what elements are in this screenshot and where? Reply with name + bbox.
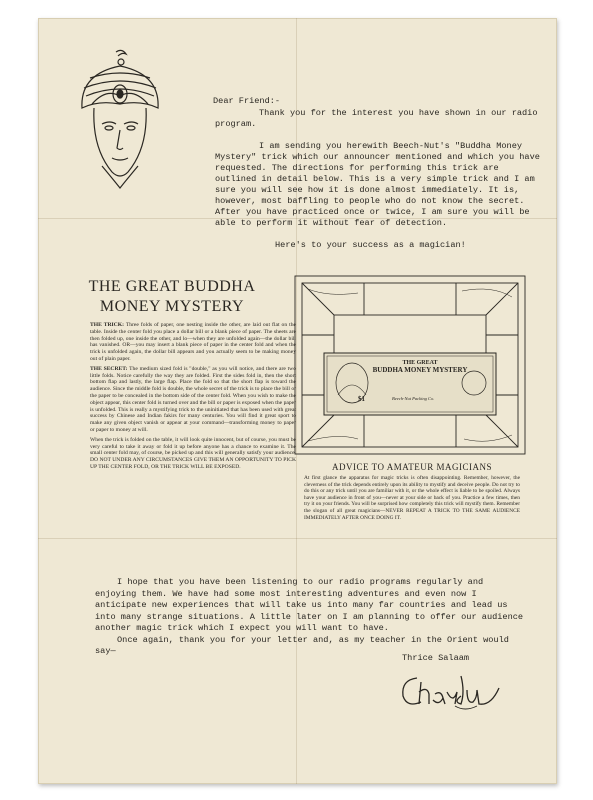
letter-paragraph: Thank you for the interest you have shown in our radio program. [215, 108, 538, 129]
advice-title: ADVICE TO AMATEUR MAGICIANS [332, 462, 492, 472]
chandu-portrait-illustration [72, 48, 168, 198]
article-body [90, 322, 296, 474]
closing-paragraph: I hope that you have been listening to our radio programs regularly and enjoying them. We have had some most interesting adventures and even now I anticipate new experiences that will take us into many far countries and lead us into many strange situations. A little later on I am planning to offer our audience another magic trick which I expect you will want to have. [95, 577, 524, 633]
bill-footer: Beech-Nut Packing Co. [392, 396, 435, 401]
secret-text: The medium sized fold is "double," as you will notice, and there are two little folds. Notice carefully the way they are folded. First the sides fold in, then the short bottom flap and lastly, the large flap. Place the fold so that the short flap is toward the audience. Since the middle fold is double, the whole secret of the trick is to place the bill or the paper to be concealed in the bottom side of the center fold. When you wish to make the object appear, this center fold is turned over and the bill or paper is exposed when the paper is unfolded. This is really a mystifying trick to the uninitiated that has been used with great success by Chinese and Indian fakirs for many centuries. You will find it great sport to make any given object vanish or appear at your command—transforming money to paper or paper to money at will. [90, 365, 296, 433]
closing-instructions: When the trick is folded on the table, it will look quite innocent, but of course, you must be very careful to take it away or fold it up before anyone has a chance to examine it. The small center fold may, of course, be picked up and this will generally satisfy your audience. DO NOT UNDER ANY CIRCUMSTANCES GIVE THEM AN OPPORTUNITY TO PICK UP THE CENTER FOLD, OR THE TRICK WILL BE EXPOSED. [90, 436, 296, 470]
secret-paragraph [90, 366, 296, 434]
bill-title-line: THE GREAT [402, 360, 438, 366]
trick-paragraph [90, 322, 296, 363]
letter-paragraph: Here's to your success as a magician! [275, 240, 466, 250]
letter-body [215, 108, 540, 251]
chandu-signature [395, 668, 505, 714]
letter-greeting: Dear Friend:- [213, 96, 281, 106]
closing-paragraph: Once again, thank you for your letter and, as my teacher in the Orient would say— [95, 634, 509, 656]
bill-title-line: BUDDHA MONEY MYSTERY [372, 366, 468, 374]
trick-heading: THE TRICK: [90, 322, 124, 328]
fold-crease-horizontal [38, 538, 557, 539]
sign-off: Thrice Salaam [402, 653, 470, 663]
article-title-line: THE GREAT BUDDHA [88, 278, 256, 295]
letter-paragraph: I am sending you herewith Beech-Nut's "Buddha Money Mystery" trick which our announcer mentioned and which you have requested. The directions for performing this trick are outlined in detail below. This is a very simple trick and I am sure you will see how it is done almost immediately. It is, however, most baffling to people who do not know the secret. After you have practiced once or twice, I am sure you will be able to perform it without fear of detection. [215, 141, 540, 228]
trick-text: Three folds of paper, one nesting inside the other, are laid out flat on the table. Inside the center fold you place a dollar bill or a blank piece of paper. The sheets are then folded up, one inside the other, and lo—when they are unfolded again—the dollar bill has vanished. OR—you may insert a blank piece of paper in the center fold and when the trick is unfolded again, the dollar bill appears and you actually seem to be making money out of plain paper. [90, 322, 296, 362]
bill-denomination: $1 [358, 395, 365, 403]
closing-letter [95, 577, 525, 658]
article-title [62, 277, 282, 317]
article-title-line: MONEY MYSTERY [99, 298, 245, 315]
bill-title [372, 360, 468, 374]
secret-heading: THE SECRET: [90, 365, 128, 372]
advice-body: At first glance the apparatus for magic tricks is often disappointing. Remember, however, the cleverness of the trick depends entirely upon its ability to mystify and deceive people. Do not try to do this or any trick until you are familiar with it, or the whole effect is liable to be spoiled. Always have your audience in front of you—never at your side or back of you. Practice a few times, then try it on your friends. You will be surprised how completely this trick will mystify them. Remember the slogan of all great magicians—NEVER REPEAT A TRICK TO THE SAME AUDIENCE IMMEDIATELY AFTER ONCE DOING IT. [304, 475, 520, 521]
